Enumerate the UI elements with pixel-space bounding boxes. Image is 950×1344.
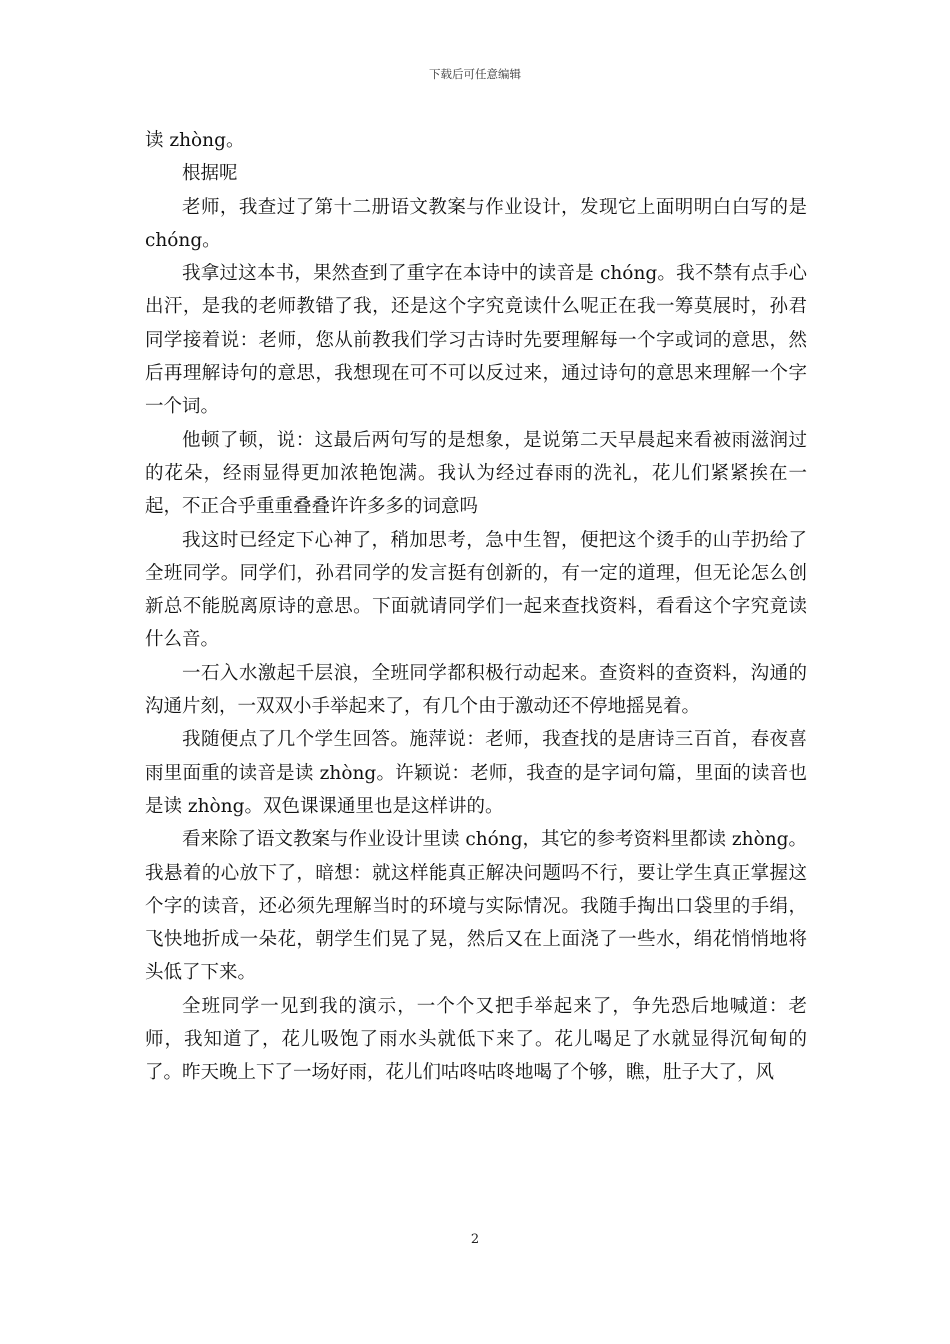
paragraph: 老师，我查过了第十二册语文教案与作业设计，发现它上面明明白白写的是 chóng。: [145, 196, 807, 251]
paragraph: 看来除了语文教案与作业设计里读 chóng，其它的参考资料里都读 zhòng。我悬着的心放下了，暗想：就这样能真正解决问题吗不行，要让学生真正掌握这个字的读音，还必须先理解当时的环境与实际情况。我随手掏出口袋里的手绢，飞快地折成一朵花，朝学生们晃了晃，然后又在上面浇了一些水，绢花悄悄地将头低了下来。: [145, 829, 807, 984]
document-body: [145, 124, 807, 1090]
paragraph: 我拿过这本书，果然查到了重字在本诗中的读音是 chóng。我不禁有点手心出汗，是我的老师教错了我，还是这个字究竟读什么呢正在我一筹莫展时，孙君同学接着说：老师，您从前教我们学习古诗时先要理解每一个字或词的意思，然后再理解诗句的意思，我想现在可不可以反过来，通过诗句的意思来理解一个字一个词。: [145, 263, 807, 418]
paragraph: 我这时已经定下心神了，稍加思考，急中生智，便把这个烫手的山芋扔给了全班同学。同学们，孙君同学的发言挺有创新的，有一定的道理，但无论怎么创新总不能脱离原诗的意思。下面就请同学们一起来查找资料，看看这个字究竟读什么音。: [145, 529, 807, 651]
paragraph: 我随便点了几个学生回答。施萍说：老师，我查找的是唐诗三百首，春夜喜雨里面重的读音是读 zhòng。许颖说：老师，我查的是字词句篇，里面的读音也是读 zhòng。双色课课通里也是这样讲的。: [145, 729, 807, 817]
paragraph: 他顿了顿，说：这最后两句写的是想象，是说第二天早晨起来看被雨滋润过的花朵，经雨显得更加浓艳饱满。我认为经过春雨的洗礼，花儿们紧紧挨在一起，不正合乎重重叠叠许许多多的词意吗: [145, 429, 807, 518]
paragraph: 一石入水激起千层浪，全班同学都积极行动起来。查资料的查资料，沟通的沟通片刻，一双双小手举起来了，有几个由于激动还不停地摇晃着。: [145, 662, 807, 718]
paragraph: 全班同学一见到我的演示，一个个又把手举起来了，争先恐后地喊道：老师，我知道了，花儿吸饱了雨水头就低下来了。花儿喝足了水就显得沉甸甸的了。昨天晚上下了一场好雨，花儿们咕咚咕咚地喝了个够，瞧，肚子大了，风: [145, 995, 807, 1084]
page-number: 2: [470, 1232, 480, 1247]
page-header: 下载后可任意编辑: [429, 67, 521, 81]
paragraph: 根据呢: [182, 163, 238, 185]
paragraph: 读 zhòng。: [145, 130, 245, 151]
